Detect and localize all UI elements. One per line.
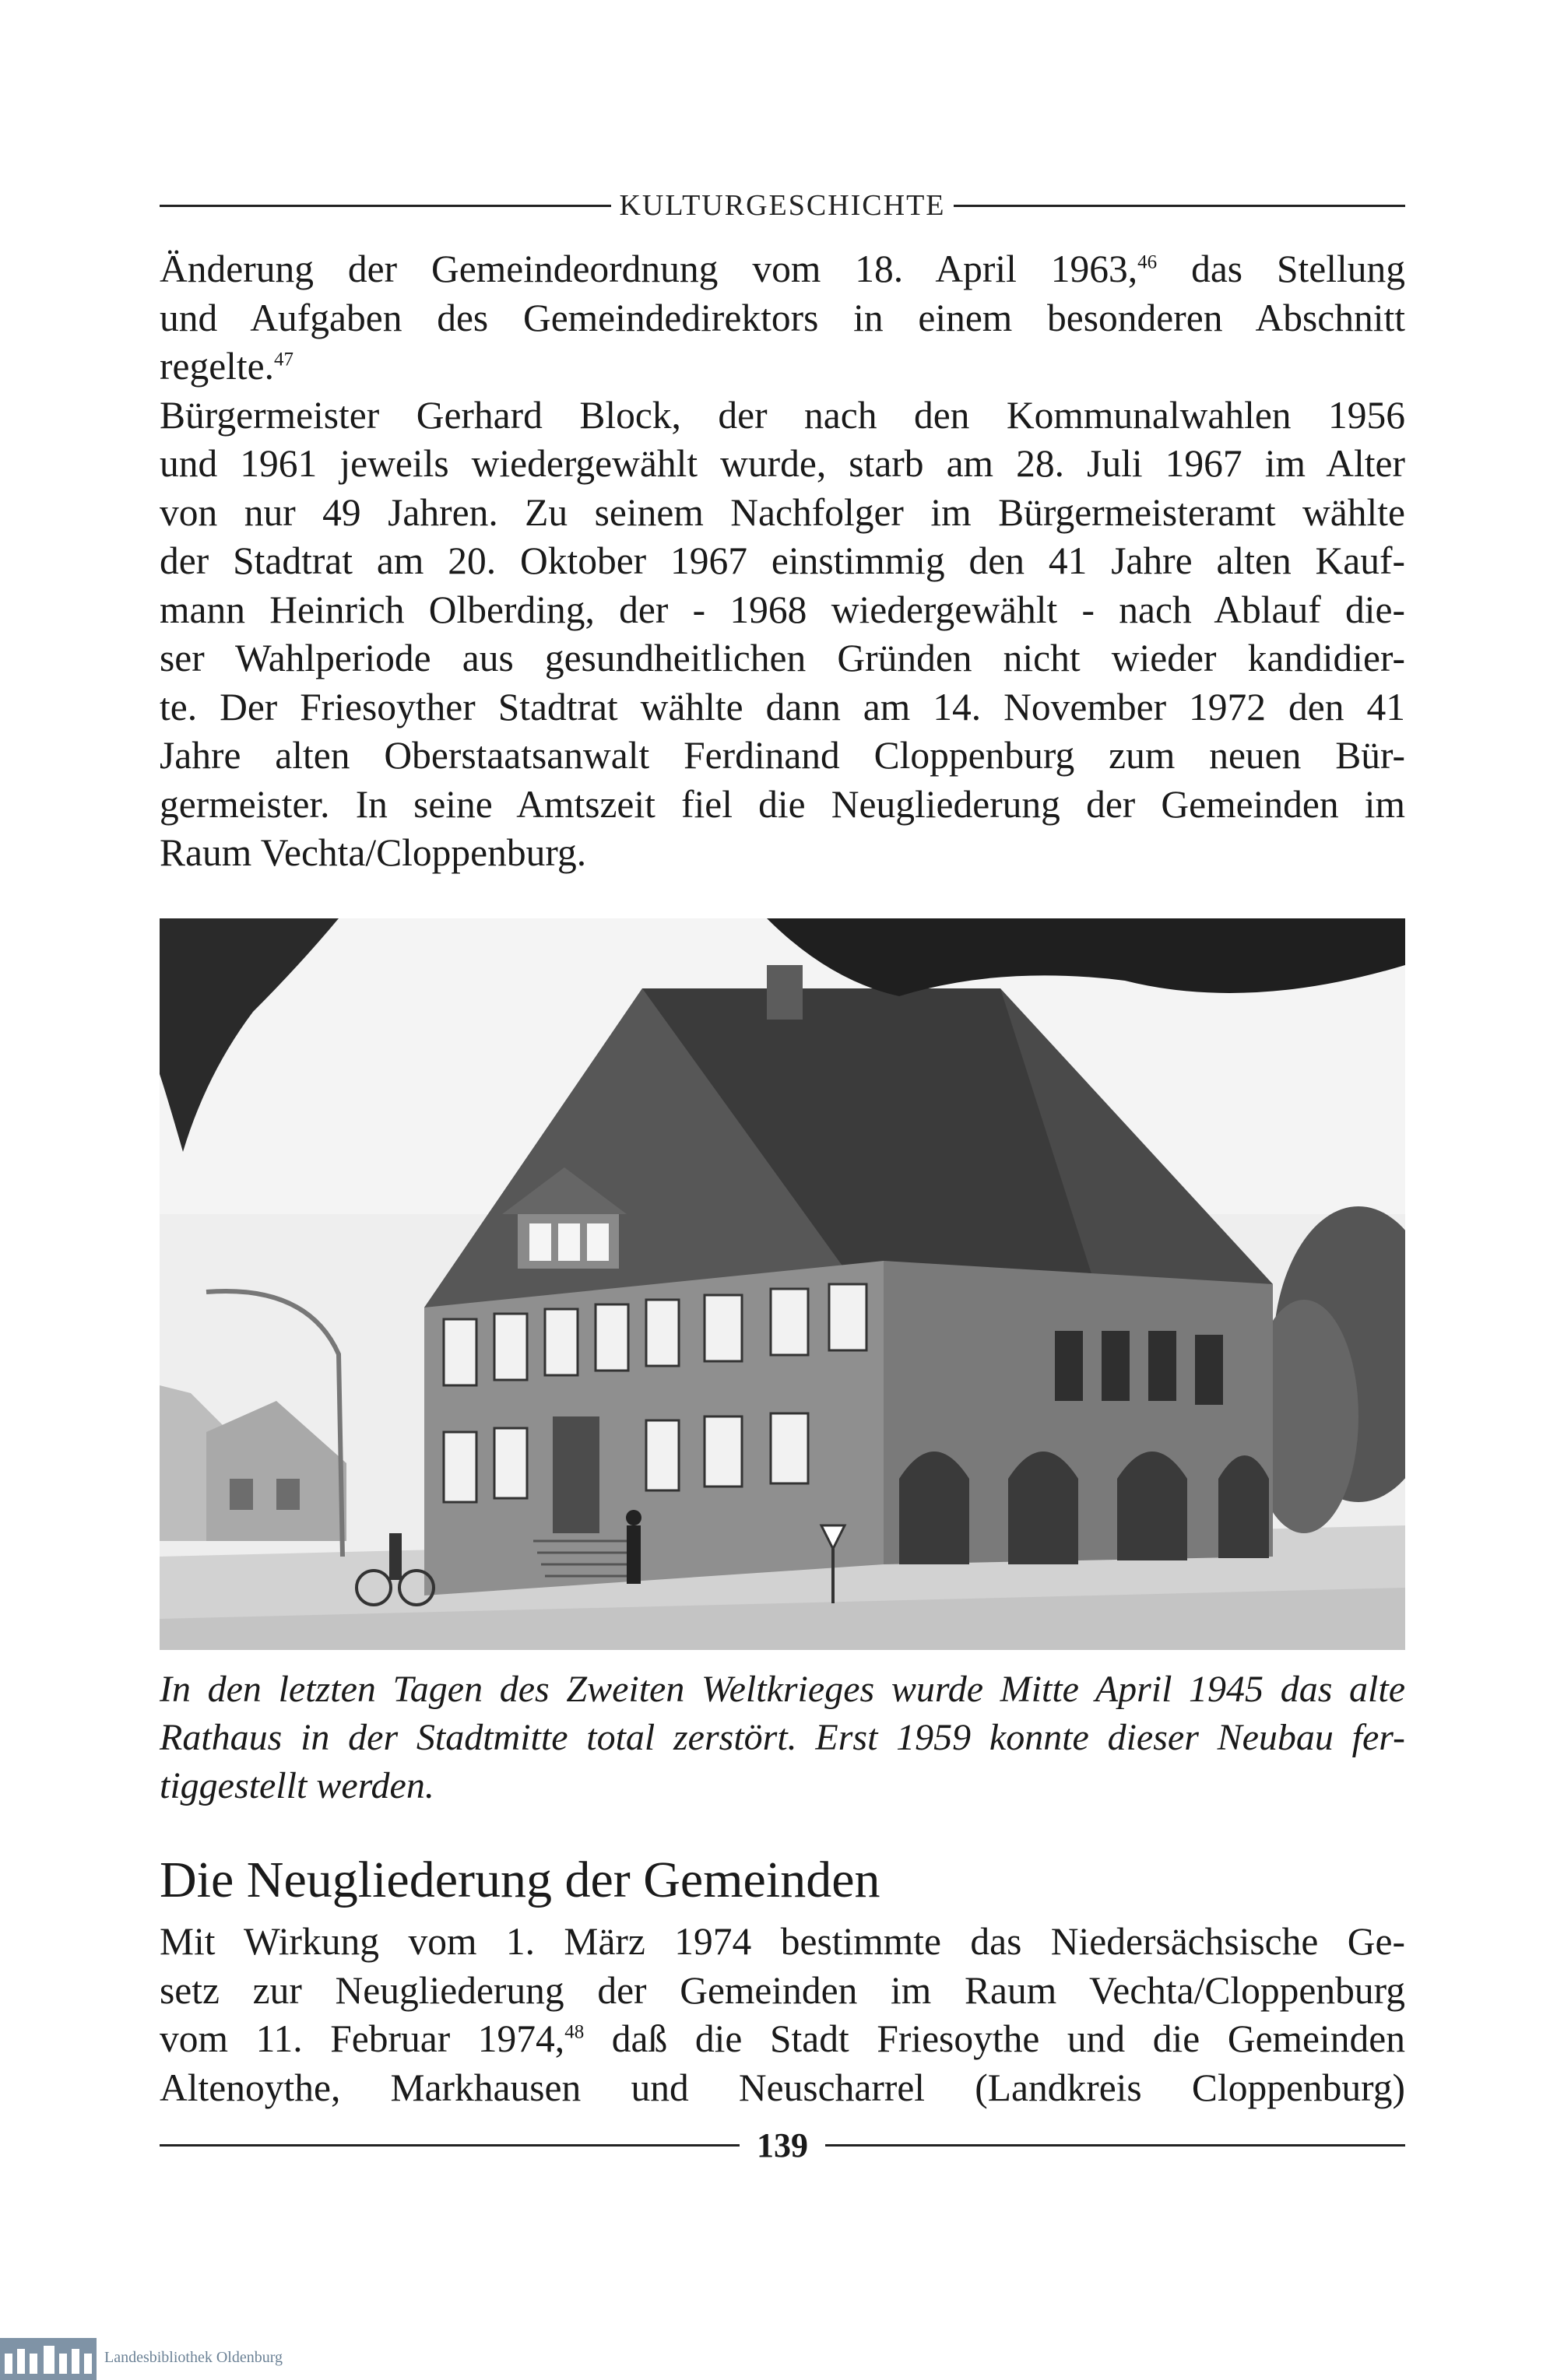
paragraph-3-line-4: Altenoythe, Markhausen und Neuscharrel (Landkreis Cloppenburg) [160, 2066, 1405, 2109]
caption-line: In den letzten Tagen des Zweiten Weltkrieges wurde Mitte April 1945 das alte [160, 1669, 1405, 1710]
paragraph-2-line: mann Heinrich Olberding, der - 1968 wiedergewählt - nach Ablauf die- [160, 588, 1405, 631]
footer-rule-right [825, 2144, 1405, 2147]
paragraph-2-line: Raum Vechta/Cloppenburg. [160, 831, 587, 874]
footnote-46: 46 [1137, 251, 1158, 273]
caption-line: tiggestellt werden. [160, 1765, 434, 1806]
running-header [160, 184, 1405, 227]
paragraph-1 [160, 245, 1405, 391]
footer-rule-left [160, 2144, 740, 2147]
page-number: 139 [757, 2126, 808, 2164]
paragraph-2-line: Jahre alten Oberstaatsanwalt Ferdinand Cloppenburg zum neuen Bür- [160, 734, 1405, 777]
header-title: KULTURGESCHICHTE [619, 189, 946, 222]
paragraph-3-line-1: Mit Wirkung vom 1. März 1974 bestimmte das Niedersächsische Ge- [160, 1920, 1405, 1963]
library-logo-icon [0, 2338, 97, 2380]
paragraph-1-line-2: und Aufgaben des Gemeindedirektors in einem besonderen Abschnitt [160, 296, 1405, 339]
intro-paragraphs [160, 245, 1405, 878]
footnote-48: 48 [564, 2021, 585, 2043]
paragraph-2-line: der Stadtrat am 20. Oktober 1967 einstimmig den 41 Jahre alten Kauf- [160, 539, 1405, 582]
caption-line: Rathaus in der Stadtmitte total zerstört. Erst 1959 konnte dieser Neubau fer- [160, 1717, 1405, 1758]
paragraph-2-line: ser Wahlperiode aus gesundheitlichen Gründen nicht wieder kandidier- [160, 637, 1405, 679]
town-hall-photo [160, 918, 1405, 1650]
footnote-47: 47 [274, 349, 294, 370]
paragraph-2-line: und 1961 jeweils wiedergewählt wurde, starb am 28. Juli 1967 im Alter [160, 442, 1405, 485]
town-hall-illustration [160, 918, 1405, 1650]
paragraph-3 [160, 1918, 1405, 2112]
paragraph-3-line-3: vom 11. Februar 1974,48 daß die Stadt Friesoythe und die Gemeinden [160, 2017, 1406, 2060]
header-rule-left [160, 205, 611, 207]
paragraph-3-line-2: setz zur Neugliederung der Gemeinden im Raum Vechta/Cloppenburg [160, 1968, 1405, 2012]
paragraph-2-line: germeister. In seine Amtszeit fiel die Neugliederung der Gemeinden im [160, 782, 1405, 826]
section-heading: Die Neugliederung der Gemeinden [160, 1852, 880, 1908]
page-footer [160, 2122, 1405, 2168]
paragraph-1-line-1: Änderung der Gemeindeordnung vom 18. April 1963,46 das Stellung [160, 247, 1405, 290]
library-name: Landesbibliothek Oldenburg [104, 2349, 283, 2366]
header-rule-right [954, 205, 1405, 207]
paragraph-2-line: Bürgermeister Gerhard Block, der nach den Kommunalwahlen 1956 [160, 393, 1405, 437]
paragraph-2 [160, 391, 1405, 878]
section-paragraph [160, 1918, 1405, 2112]
paragraph-2-line: te. Der Friesoyther Stadtrat wählte dann am 14. November 1972 den 41 [160, 685, 1405, 728]
paragraph-1-line-3: regelte.$^{47}$ [160, 345, 294, 388]
paragraph-2-line: von nur 49 Jahren. Zu seinem Nachfolger im Bürgermeisteramt wählte [160, 490, 1405, 534]
photo-caption [160, 1666, 1405, 1810]
